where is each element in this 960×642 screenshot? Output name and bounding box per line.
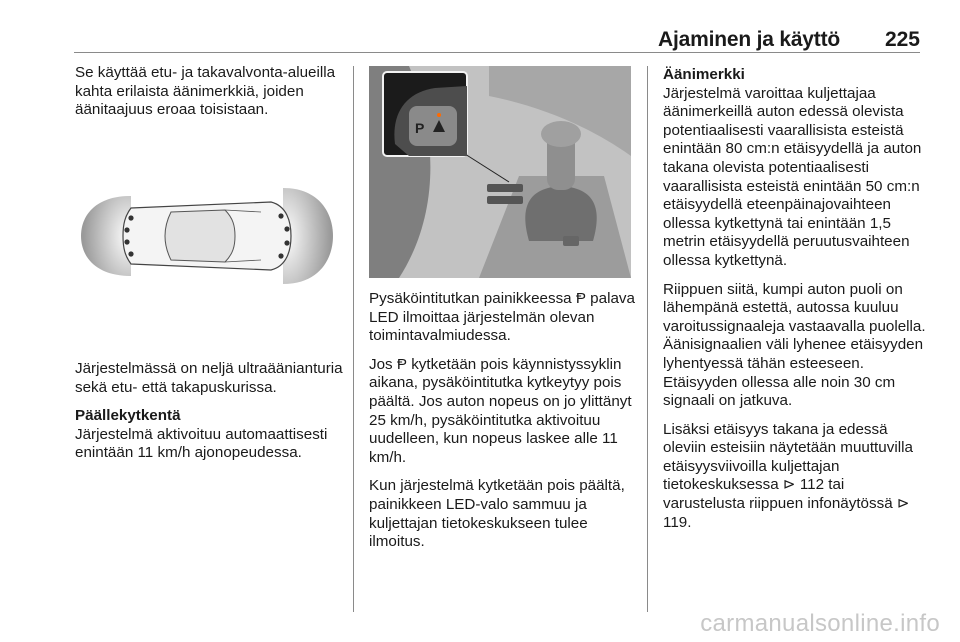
heading-sound: Äänimerkki <box>663 66 745 83</box>
column-divider-2 <box>647 66 648 612</box>
paragraph-interval: Riippuen siitä, kumpi auton puoli on lähempänä estettä, autossa kuuluu varoitussignaaleja vastaavalla puolella. Äänisignaalien väli lyhenee etäisyyden lyhentyessä tähän esteeseen. Etäisyyden ollessa alle noin 30 cm signaali on jatkuva. <box>663 280 926 410</box>
rear-sensor-4 <box>128 251 133 256</box>
paragraph-led-on: Pysäköintitutkan painikkeessa Ᵽ palava LED ilmoittaa järjestelmän olevan toimintavalmiudessa. <box>369 290 635 345</box>
paragraph-activation: Järjestelmä aktivoituu automaattisesti enintään 11 km/h ajonopeudessa. <box>75 425 328 462</box>
column-1 <box>75 64 343 130</box>
car-cabin <box>165 210 235 262</box>
center-console-svg <box>369 66 631 278</box>
paragraph-led-off: Kun järjestelmä kytketään pois päältä, painikkeen LED-valo sammuu ja kuljettajan tietokeskukseen tulee ilmoitus. <box>369 477 625 551</box>
gear-knob <box>541 121 581 147</box>
section-title: Ajaminen ja käyttö <box>658 28 840 51</box>
rear-sensor-3 <box>124 239 129 244</box>
led-indicator <box>437 113 441 117</box>
front-sensor-2 <box>284 226 289 231</box>
parking-zones-illustration <box>75 126 338 338</box>
parking-zones-svg <box>75 126 338 338</box>
paragraph-cycle-off: Jos Ᵽ kytketään pois käynnistyssyklin aikana, pysäköintitutka kytkeytyy pois päältä. Jos auton nopeus on jo ylittänyt 25 km/h, pysäköintitutka aktivoituu uudelleen, kun nopeus laskee alle 11 km/h. <box>369 355 632 466</box>
paragraph-sensors: Järjestelmässä on neljä ultraäänianturia sekä etu- että takapuskurissa. <box>75 360 343 396</box>
front-sensor-4 <box>278 253 283 258</box>
column-1-lower <box>75 360 343 473</box>
heading-activation: Päällekytkentä <box>75 407 181 425</box>
center-console-illustration <box>369 66 631 278</box>
rear-sensor-1 <box>128 215 133 220</box>
front-sensor-3 <box>284 240 289 245</box>
header-rule <box>74 52 920 53</box>
column-divider-1 <box>353 66 354 612</box>
gear-boot <box>525 186 596 241</box>
paragraph-intro: Se käyttää etu- ja takavalvonta-alueilla kahta erilaista äänimerkkiä, joiden äänitaajuus eroaa toisistaan. <box>75 64 336 119</box>
paragraph-warning: Järjestelmä varoittaa kuljettajaa äänimerkeillä auton edessä olevista potentiaalisesti vaarallisista esteistä enintään 80 cm:n etäisyydellä ja auton takana olevista potentiaalisesti vaarallisista esteistä enintään 50 cm:n etäisyydellä eteenpäinajovaihteen ollessa kytkettynä tai enintään 1,5 metrin etäisyydellä peruutusvaihteen ollessa kytkettynä. <box>663 84 922 269</box>
column-3 <box>663 66 927 542</box>
watermark: carmanualsonline.info <box>700 610 940 637</box>
rear-sensor-2 <box>124 227 129 232</box>
paragraph-display: Lisäksi etäisyys takana ja edessä oleviin esteisiin näytetään muuttuvilla etäisyysviivoilla kuljettajan tietokeskuksessa ⊳ 112 tai varustelusta riippuen infonäytössä ⊳ 119. <box>663 420 913 531</box>
column-2 <box>369 290 637 562</box>
page-number: 225 <box>884 28 920 51</box>
page-header <box>0 0 960 52</box>
button-label: P <box>415 120 425 136</box>
front-sensor-1 <box>278 213 283 218</box>
